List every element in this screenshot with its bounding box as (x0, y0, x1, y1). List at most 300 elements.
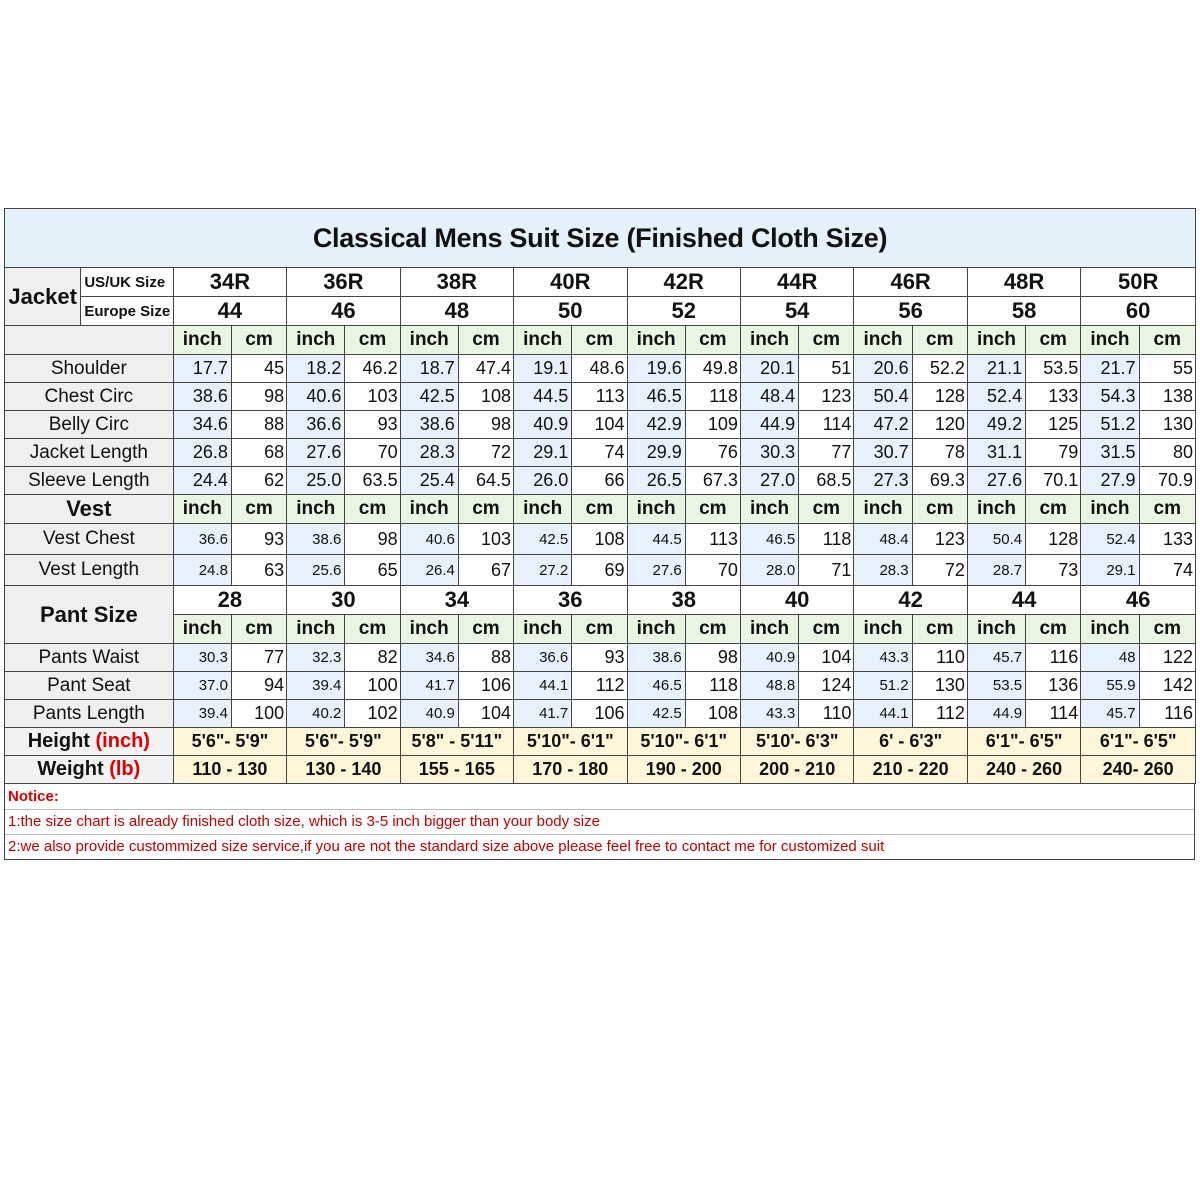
cm-value: 100 (345, 672, 400, 700)
unit-inch: inch (1081, 615, 1139, 644)
unit-cm: cm (685, 495, 740, 524)
notice-box (4, 784, 1195, 860)
europe-size: 56 (854, 297, 967, 326)
height-value: 5'10"- 6'1" (627, 728, 740, 756)
unit-inch: inch (1081, 495, 1139, 524)
inch-value: 42.5 (400, 383, 458, 411)
row-label: Pant Seat (5, 672, 174, 700)
inch-value: 27.6 (287, 439, 345, 467)
inch-value: 46.5 (627, 383, 685, 411)
unit-inch: inch (173, 326, 231, 355)
cm-value: 110 (799, 700, 854, 728)
cm-value: 47.4 (458, 355, 513, 383)
unit-cm: cm (799, 495, 854, 524)
height-unit: (inch) (95, 730, 150, 752)
cm-value: 93 (572, 644, 627, 672)
unit-inch: inch (287, 615, 345, 644)
row-label: Jacket Length (5, 439, 174, 467)
inch-value: 52.4 (1081, 524, 1139, 555)
unit-cm: cm (1139, 615, 1195, 644)
inch-value: 27.2 (514, 555, 572, 586)
unit-cm: cm (799, 326, 854, 355)
height-value: 5'10"- 6'1" (514, 728, 627, 756)
inch-value: 46.5 (627, 672, 685, 700)
row-label: Chest Circ (5, 383, 174, 411)
cm-value: 74 (572, 439, 627, 467)
cm-value: 102 (345, 700, 400, 728)
europe-size-label: Europe Size (81, 297, 173, 326)
cm-value: 104 (458, 700, 513, 728)
cm-value: 110 (912, 644, 967, 672)
inch-value: 40.2 (287, 700, 345, 728)
unit-inch: inch (740, 326, 798, 355)
inch-value: 36.6 (287, 411, 345, 439)
cm-value: 77 (799, 439, 854, 467)
unit-cm: cm (799, 615, 854, 644)
height-value: 5'6"- 5'9" (287, 728, 400, 756)
weight-unit: (lb) (109, 758, 141, 780)
cm-value: 98 (231, 383, 286, 411)
inch-value: 30.3 (740, 439, 798, 467)
europe-size: 54 (740, 297, 853, 326)
inch-value: 38.6 (400, 411, 458, 439)
cm-value: 103 (458, 524, 513, 555)
unit-inch: inch (400, 615, 458, 644)
us-uk-size: 44R (740, 268, 853, 297)
unit-inch: inch (1081, 326, 1139, 355)
cm-value: 53.5 (1026, 355, 1081, 383)
cm-value: 100 (231, 700, 286, 728)
row-label: Vest Length (5, 555, 174, 586)
us-uk-size: 38R (400, 268, 513, 297)
weight-value: 240- 260 (1081, 756, 1196, 784)
cm-value: 98 (345, 524, 400, 555)
weight-value: 170 - 180 (514, 756, 627, 784)
cm-value: 133 (1139, 524, 1195, 555)
cm-value: 136 (1026, 672, 1081, 700)
inch-value: 37.0 (173, 672, 231, 700)
cm-value: 133 (1026, 383, 1081, 411)
cm-value: 104 (799, 644, 854, 672)
inch-value: 17.7 (173, 355, 231, 383)
cm-value: 67.3 (685, 467, 740, 495)
inch-value: 30.7 (854, 439, 912, 467)
cm-value: 70 (685, 555, 740, 586)
cm-value: 64.5 (458, 467, 513, 495)
inch-value: 27.9 (1081, 467, 1139, 495)
inch-value: 34.6 (173, 411, 231, 439)
inch-value: 40.9 (740, 644, 798, 672)
inch-value: 49.2 (967, 411, 1025, 439)
inch-value: 43.3 (740, 700, 798, 728)
cm-value: 45 (231, 355, 286, 383)
cm-value: 68.5 (799, 467, 854, 495)
chart-title: Classical Mens Suit Size (Finished Cloth Size) (5, 209, 1196, 268)
inch-value: 44.5 (514, 383, 572, 411)
cm-value: 128 (912, 383, 967, 411)
cm-value: 106 (572, 700, 627, 728)
unit-cm: cm (345, 495, 400, 524)
unit-cm: cm (231, 615, 286, 644)
inch-value: 39.4 (287, 672, 345, 700)
row-label: Shoulder (5, 355, 174, 383)
inch-value: 42.5 (514, 524, 572, 555)
size-chart (4, 208, 1196, 860)
weight-value: 190 - 200 (627, 756, 740, 784)
inch-value: 38.6 (627, 644, 685, 672)
inch-value: 21.7 (1081, 355, 1139, 383)
unit-cm: cm (912, 615, 967, 644)
height-value: 6' - 6'3" (854, 728, 967, 756)
us-uk-size: 46R (854, 268, 967, 297)
cm-value: 66 (572, 467, 627, 495)
inch-value: 40.6 (400, 524, 458, 555)
cm-value: 62 (231, 467, 286, 495)
cm-value: 108 (572, 524, 627, 555)
inch-value: 39.4 (173, 700, 231, 728)
pant-size: 44 (967, 586, 1080, 615)
cm-value: 70.1 (1026, 467, 1081, 495)
cm-value: 109 (685, 411, 740, 439)
cm-value: 94 (231, 672, 286, 700)
inch-value: 36.6 (514, 644, 572, 672)
cm-value: 51 (799, 355, 854, 383)
inch-value: 26.8 (173, 439, 231, 467)
inch-value: 42.9 (627, 411, 685, 439)
row-label: Vest Chest (5, 524, 174, 555)
inch-value: 44.1 (854, 700, 912, 728)
inch-value: 40.9 (514, 411, 572, 439)
inch-value: 44.1 (514, 672, 572, 700)
unit-cm: cm (345, 615, 400, 644)
cm-value: 123 (799, 383, 854, 411)
unit-cm: cm (458, 495, 513, 524)
row-label: Pants Length (5, 700, 174, 728)
cm-value: 118 (799, 524, 854, 555)
cm-value: 73 (1026, 555, 1081, 586)
inch-value: 48.4 (854, 524, 912, 555)
inch-value: 50.4 (854, 383, 912, 411)
inch-value: 20.1 (740, 355, 798, 383)
inch-value: 26.4 (400, 555, 458, 586)
unit-cm: cm (572, 615, 627, 644)
unit-inch: inch (173, 615, 231, 644)
unit-cm: cm (231, 326, 286, 355)
row-label: Belly Circ (5, 411, 174, 439)
inch-value: 28.0 (740, 555, 798, 586)
unit-inch: inch (854, 615, 912, 644)
inch-value: 30.3 (173, 644, 231, 672)
cm-value: 77 (231, 644, 286, 672)
cm-value: 69.3 (912, 467, 967, 495)
unit-inch: inch (967, 495, 1025, 524)
cm-value: 130 (1139, 411, 1195, 439)
cm-value: 114 (799, 411, 854, 439)
europe-size: 46 (287, 297, 400, 326)
cm-value: 65 (345, 555, 400, 586)
inch-value: 21.1 (967, 355, 1025, 383)
unit-inch: inch (627, 326, 685, 355)
europe-size: 44 (173, 297, 286, 326)
cm-value: 120 (912, 411, 967, 439)
cm-value: 113 (572, 383, 627, 411)
inch-value: 31.5 (1081, 439, 1139, 467)
unit-inch: inch (173, 495, 231, 524)
unit-inch: inch (627, 615, 685, 644)
notice-title: Notice: (5, 784, 1194, 810)
jacket-label: Jacket (5, 268, 81, 326)
unit-inch: inch (287, 495, 345, 524)
cm-value: 104 (572, 411, 627, 439)
height-value: 5'8" - 5'11" (400, 728, 513, 756)
cm-value: 79 (1026, 439, 1081, 467)
inch-value: 38.6 (287, 524, 345, 555)
inch-value: 32.3 (287, 644, 345, 672)
unit-cm: cm (458, 615, 513, 644)
unit-cm: cm (1026, 615, 1081, 644)
pant-size: 36 (514, 586, 627, 615)
pant-size: 46 (1081, 586, 1196, 615)
weight-value: 110 - 130 (173, 756, 286, 784)
inch-value: 51.2 (854, 672, 912, 700)
unit-inch: inch (740, 495, 798, 524)
pant-size: 34 (400, 586, 513, 615)
unit-inch: inch (967, 615, 1025, 644)
unit-inch: inch (627, 495, 685, 524)
cm-value: 69 (572, 555, 627, 586)
inch-value: 51.2 (1081, 411, 1139, 439)
height-value: 6'1"- 6'5" (1081, 728, 1196, 756)
height-label-text: Height (27, 730, 90, 752)
cm-value: 71 (799, 555, 854, 586)
cm-value: 123 (912, 524, 967, 555)
cm-value: 49.8 (685, 355, 740, 383)
unit-inch: inch (400, 495, 458, 524)
height-label (5, 728, 174, 756)
cm-value: 93 (231, 524, 286, 555)
inch-value: 55.9 (1081, 672, 1139, 700)
cm-value: 88 (458, 644, 513, 672)
weight-value: 200 - 210 (740, 756, 853, 784)
us-uk-size: 40R (514, 268, 627, 297)
cm-value: 122 (1139, 644, 1195, 672)
row-label: Pants Waist (5, 644, 174, 672)
height-value: 6'1"- 6'5" (967, 728, 1080, 756)
unit-inch: inch (740, 615, 798, 644)
inch-value: 45.7 (967, 644, 1025, 672)
unit-cm: cm (685, 326, 740, 355)
unit-cm: cm (685, 615, 740, 644)
cm-value: 74 (1139, 555, 1195, 586)
inch-value: 42.5 (627, 700, 685, 728)
cm-value: 113 (685, 524, 740, 555)
cm-value: 52.2 (912, 355, 967, 383)
inch-value: 27.6 (967, 467, 1025, 495)
cm-value: 138 (1139, 383, 1195, 411)
cm-value: 88 (231, 411, 286, 439)
inch-value: 48.4 (740, 383, 798, 411)
cm-value: 93 (345, 411, 400, 439)
pant-size: 28 (173, 586, 286, 615)
us-uk-size: 34R (173, 268, 286, 297)
inch-value: 44.5 (627, 524, 685, 555)
pant-size: 42 (854, 586, 967, 615)
cm-value: 112 (572, 672, 627, 700)
inch-value: 19.1 (514, 355, 572, 383)
weight-value: 155 - 165 (400, 756, 513, 784)
cm-value: 108 (685, 700, 740, 728)
inch-value: 25.6 (287, 555, 345, 586)
notice-line-1: 1:the size chart is already finished cloth size, which is 3-5 inch bigger than your body size (5, 810, 1194, 835)
inch-value: 47.2 (854, 411, 912, 439)
unit-cm: cm (572, 326, 627, 355)
us-uk-size: 48R (967, 268, 1080, 297)
inch-value: 27.0 (740, 467, 798, 495)
cm-value: 63 (231, 555, 286, 586)
cm-value: 70.9 (1139, 467, 1195, 495)
unit-cm: cm (1139, 326, 1195, 355)
inch-value: 28.3 (400, 439, 458, 467)
cm-value: 55 (1139, 355, 1195, 383)
unit-inch: inch (287, 326, 345, 355)
inch-value: 40.9 (400, 700, 458, 728)
vest-label: Vest (5, 495, 174, 524)
unit-cm: cm (345, 326, 400, 355)
unit-inch: inch (967, 326, 1025, 355)
weight-label-text: Weight (37, 758, 104, 780)
pant-size-label: Pant Size (5, 586, 174, 644)
inch-value: 28.7 (967, 555, 1025, 586)
inch-value: 40.6 (287, 383, 345, 411)
cm-value: 98 (685, 644, 740, 672)
inch-value: 25.0 (287, 467, 345, 495)
cm-value: 130 (912, 672, 967, 700)
unit-cm: cm (1139, 495, 1195, 524)
unit-cm: cm (231, 495, 286, 524)
unit-inch: inch (854, 495, 912, 524)
cm-value: 67 (458, 555, 513, 586)
cm-value: 116 (1139, 700, 1195, 728)
cm-value: 128 (1026, 524, 1081, 555)
europe-size: 50 (514, 297, 627, 326)
us-uk-size: 42R (627, 268, 740, 297)
unit-inch: inch (514, 615, 572, 644)
unit-cm: cm (1026, 495, 1081, 524)
europe-size: 58 (967, 297, 1080, 326)
inch-value: 29.1 (514, 439, 572, 467)
cm-value: 72 (912, 555, 967, 586)
inch-value: 38.6 (173, 383, 231, 411)
inch-value: 31.1 (967, 439, 1025, 467)
weight-label (5, 756, 174, 784)
height-value: 5'6"- 5'9" (173, 728, 286, 756)
inch-value: 44.9 (740, 411, 798, 439)
cm-value: 82 (345, 644, 400, 672)
jacket-unit-spacer (5, 326, 174, 355)
europe-size: 48 (400, 297, 513, 326)
inch-value: 41.7 (514, 700, 572, 728)
us-uk-size: 36R (287, 268, 400, 297)
cm-value: 78 (912, 439, 967, 467)
inch-value: 48 (1081, 644, 1139, 672)
inch-value: 34.6 (400, 644, 458, 672)
inch-value: 27.3 (854, 467, 912, 495)
inch-value: 18.2 (287, 355, 345, 383)
inch-value: 20.6 (854, 355, 912, 383)
inch-value: 54.3 (1081, 383, 1139, 411)
cm-value: 103 (345, 383, 400, 411)
cm-value: 98 (458, 411, 513, 439)
unit-cm: cm (912, 495, 967, 524)
cm-value: 76 (685, 439, 740, 467)
europe-size: 52 (627, 297, 740, 326)
inch-value: 26.0 (514, 467, 572, 495)
cm-value: 142 (1139, 672, 1195, 700)
cm-value: 114 (1026, 700, 1081, 728)
inch-value: 48.8 (740, 672, 798, 700)
cm-value: 80 (1139, 439, 1195, 467)
europe-size: 60 (1081, 297, 1196, 326)
cm-value: 118 (685, 383, 740, 411)
notice-line-2: 2:we also provide custommized size service,if you are not the standard size above please feel free to contact me for customized suit (8, 838, 885, 855)
inch-value: 50.4 (967, 524, 1025, 555)
size-chart-table (4, 208, 1196, 784)
us-uk-size-label: US/UK Size (81, 268, 173, 297)
weight-value: 240 - 260 (967, 756, 1080, 784)
inch-value: 26.5 (627, 467, 685, 495)
cm-value: 112 (912, 700, 967, 728)
cm-value: 48.6 (572, 355, 627, 383)
cm-value: 70 (345, 439, 400, 467)
cm-value: 63.5 (345, 467, 400, 495)
unit-cm: cm (912, 326, 967, 355)
unit-inch: inch (514, 326, 572, 355)
weight-value: 210 - 220 (854, 756, 967, 784)
cm-value: 106 (458, 672, 513, 700)
inch-value: 24.4 (173, 467, 231, 495)
cm-value: 46.2 (345, 355, 400, 383)
pant-size: 40 (740, 586, 853, 615)
cm-value: 118 (685, 672, 740, 700)
inch-value: 45.7 (1081, 700, 1139, 728)
inch-value: 29.9 (627, 439, 685, 467)
row-label: Sleeve Length (5, 467, 174, 495)
inch-value: 25.4 (400, 467, 458, 495)
unit-cm: cm (458, 326, 513, 355)
unit-cm: cm (1026, 326, 1081, 355)
unit-inch: inch (400, 326, 458, 355)
unit-inch: inch (514, 495, 572, 524)
inch-value: 36.6 (173, 524, 231, 555)
inch-value: 19.6 (627, 355, 685, 383)
inch-value: 43.3 (854, 644, 912, 672)
inch-value: 29.1 (1081, 555, 1139, 586)
cm-value: 116 (1026, 644, 1081, 672)
unit-inch: inch (854, 326, 912, 355)
cm-value: 124 (799, 672, 854, 700)
inch-value: 28.3 (854, 555, 912, 586)
us-uk-size: 50R (1081, 268, 1196, 297)
pant-size: 30 (287, 586, 400, 615)
weight-value: 130 - 140 (287, 756, 400, 784)
inch-value: 24.8 (173, 555, 231, 586)
height-value: 5'10'- 6'3" (740, 728, 853, 756)
inch-value: 52.4 (967, 383, 1025, 411)
inch-value: 18.7 (400, 355, 458, 383)
cm-value: 72 (458, 439, 513, 467)
unit-cm: cm (572, 495, 627, 524)
pant-size: 38 (627, 586, 740, 615)
